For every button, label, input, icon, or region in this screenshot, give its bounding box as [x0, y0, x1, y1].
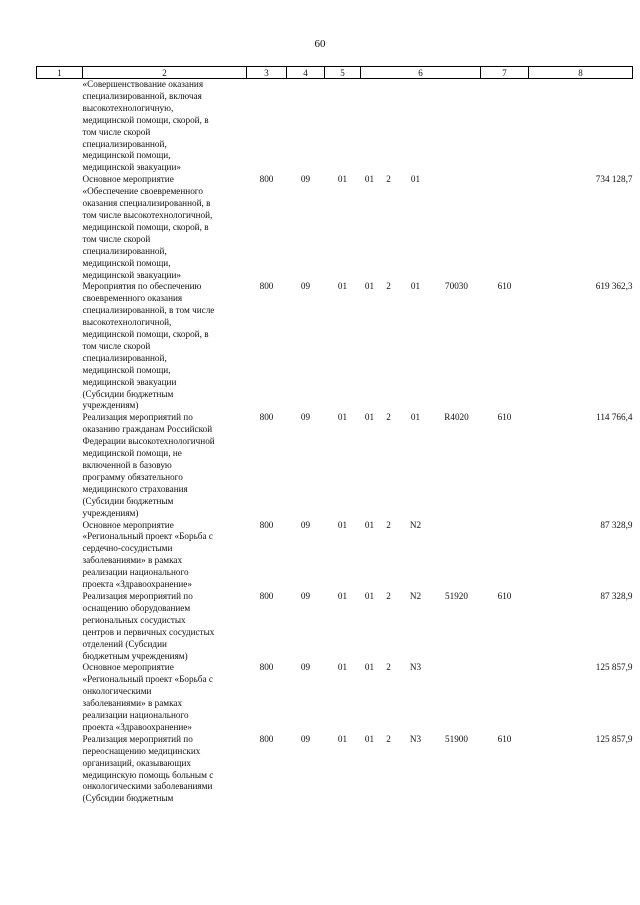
row-name-text: Мероприятия по обеспечению своевременного оказания специализированной, в том числе высокотехнологичной, медицинской помощи, скорой, в том числе скорой специализированной, медицинской помощи, медицинской эвакуации (Субсидии бюджетным учреждениям): [82, 281, 215, 411]
row-name-cell: [83, 662, 247, 733]
row-cell-c7: 610: [497, 733, 512, 744]
row-number-cell: [37, 412, 83, 519]
row-cell-c6b: 2: [386, 733, 391, 744]
row-cell-c4: [287, 79, 325, 175]
header-col-3: 3: [247, 67, 287, 79]
row-cell-c5: 01: [337, 174, 348, 185]
row-name-cell: [83, 412, 247, 519]
row-cell-c7: [481, 174, 529, 281]
row-name-cell: [83, 79, 247, 175]
row-cell-c3: 800: [259, 281, 274, 292]
row-cell-c6a: 01: [364, 733, 375, 744]
row-name-text: Реализация мероприятий по оказанию гражданам Российской Федерации высокотехнологичной медицинской помощи, не включенной в базовую программу обязательного медицинского страхования (Субсидии бюджетным учреждениям): [82, 412, 215, 518]
row-cell-c8: 734 128,7: [595, 174, 633, 185]
row-cell-c8: 619 362,3: [595, 281, 633, 292]
row-cell-c3: 800: [259, 733, 274, 744]
row-name-cell: [83, 591, 247, 662]
table-row: [37, 281, 633, 412]
row-cell-c6c: N3: [409, 733, 422, 744]
row-cell-c6d: 51920: [445, 590, 468, 601]
row-cell-c8: 87 328,9: [600, 519, 633, 530]
row-cell-c7: 610: [497, 281, 512, 292]
row-cell-c4: 09: [300, 590, 311, 601]
row-name-text: «Совершенствование оказания специализированной, включая высокотехнологичную, медицинской помощи, скорой, в том числе скорой специализированной, медицинской помощи, медицинской эвакуации»: [82, 79, 209, 173]
header-col-2: 2: [83, 67, 247, 79]
row-number-cell: [37, 174, 83, 281]
row-cell-c6d: R4020: [444, 412, 469, 423]
row-cell-c6a: 01: [364, 662, 375, 673]
row-name-cell: [83, 734, 247, 805]
table-row: [37, 662, 633, 733]
row-number-cell: [37, 734, 83, 805]
row-cell-c3: 800: [259, 662, 274, 673]
row-name-text: Основное мероприятие «Региональный проект «Борьба с онкологическими заболеваниями» в рамках реализации национального проекта «Здравоохранение»: [82, 662, 213, 732]
row-number-cell: [37, 79, 83, 175]
row-cell-c6b: 2: [386, 662, 391, 673]
table-row: [37, 174, 633, 281]
row-name-text: Основное мероприятие «Региональный проект «Борьба с сердечно-сосудистыми заболеваниями» в рамках реализации национального проекта «Здравоохранение»: [82, 519, 213, 590]
row-cell-c7: [481, 520, 529, 591]
row-cell-c6d: [433, 520, 481, 591]
row-cell-c3: 800: [259, 519, 274, 530]
header-col-6: 6: [361, 67, 481, 79]
row-cell-c7: 610: [497, 412, 512, 423]
row-cell-c3: 800: [259, 590, 274, 601]
row-number-cell: [37, 520, 83, 591]
row-name-cell: [83, 520, 247, 591]
row-cell-c6c: N2: [409, 519, 422, 530]
row-cell-c5: 01: [337, 281, 348, 292]
row-cell-c6b: 2: [386, 412, 391, 423]
row-cell-c6a: 01: [364, 412, 375, 423]
row-cell-c8: 114 766,4: [596, 412, 633, 423]
header-row: [37, 67, 633, 79]
row-name-cell: [83, 281, 247, 412]
row-cell-c5: 01: [337, 412, 348, 423]
budget-table: [36, 66, 633, 805]
row-cell-c5: 01: [337, 590, 348, 601]
row-cell-c3: [247, 79, 287, 175]
table-body: [37, 79, 633, 806]
row-cell-c4: 09: [300, 733, 311, 744]
row-cell-c4: 09: [300, 662, 311, 673]
row-name-text: Реализация мероприятий по оснащению оборудованием региональных сосудистых центров и первичных сосудистых отделений (Субсидии бюджетным учреждениям): [82, 590, 215, 661]
table-row: [37, 520, 633, 591]
row-cell-c6d: 51900: [445, 733, 468, 744]
row-cell-c6a: 01: [364, 281, 375, 292]
row-name-cell: [83, 174, 247, 281]
row-cell-c6d: [433, 79, 481, 175]
row-cell-c6d: 70030: [445, 281, 468, 292]
row-cell-c6a: 01: [364, 519, 375, 530]
row-cell-c6c: N2: [409, 590, 422, 601]
row-cell-c6b: 2: [386, 281, 391, 292]
row-cell-c4: 09: [300, 519, 311, 530]
row-name-text: Основное мероприятие «Обеспечение своевременного оказания специализированной, в том числе высокотехнологичной, медицинской помощи, скорой, в том числе скорой специализированной, медицинской помощи, медицинской эвакуации»: [82, 174, 213, 280]
row-cell-c8: 87 328,9: [600, 590, 633, 601]
row-cell-c6b: 2: [386, 519, 391, 530]
row-cell-c4: 09: [300, 412, 311, 423]
row-cell-c6b: 2: [386, 174, 391, 185]
row-cell-c3: 800: [259, 174, 274, 185]
table-row: [37, 412, 633, 519]
row-number-cell: [37, 591, 83, 662]
row-cell-c5: 01: [337, 519, 348, 530]
row-cell-c6a: [361, 79, 379, 175]
row-cell-c3: 800: [259, 412, 274, 423]
row-cell-c6a: 01: [364, 174, 375, 185]
row-cell-c7: [481, 79, 529, 175]
row-cell-c7: 610: [497, 590, 512, 601]
row-cell-c6c: 01: [410, 412, 421, 423]
row-cell-c6c: 01: [410, 174, 421, 185]
row-cell-c6c: 01: [410, 281, 421, 292]
page-number: 60: [314, 38, 326, 50]
row-cell-c6c: [399, 79, 433, 175]
row-cell-c6c: N3: [409, 662, 422, 673]
header-col-5: 5: [325, 67, 361, 79]
table-row: [37, 79, 633, 175]
row-cell-c5: 01: [337, 662, 348, 673]
table-row: [37, 591, 633, 662]
row-cell-c5: [325, 79, 361, 175]
row-cell-c6d: [433, 662, 481, 733]
header-col-8: 8: [529, 67, 633, 79]
row-cell-c8: [529, 79, 633, 175]
row-cell-c8: 125 857,9: [595, 662, 633, 673]
row-cell-c6a: 01: [364, 590, 375, 601]
row-cell-c8: 125 857,9: [595, 733, 633, 744]
row-cell-c5: 01: [337, 733, 348, 744]
row-cell-c6d: [433, 174, 481, 281]
row-name-text: Реализация мероприятий по переоснащению медицинских организаций, оказывающих медицинскую помощь больным с онкологическими заболеваниями (Субсидии бюджетным: [82, 733, 214, 804]
row-cell-c4: 09: [300, 174, 311, 185]
header-col-1: 1: [37, 67, 83, 79]
row-cell-c7: [481, 662, 529, 733]
row-cell-c6b: [379, 79, 399, 175]
row-number-cell: [37, 662, 83, 733]
header-col-4: 4: [287, 67, 325, 79]
header-col-7: 7: [481, 67, 529, 79]
row-number-cell: [37, 281, 83, 412]
table-row: [37, 734, 633, 805]
row-cell-c4: 09: [300, 281, 311, 292]
row-cell-c6b: 2: [386, 590, 391, 601]
